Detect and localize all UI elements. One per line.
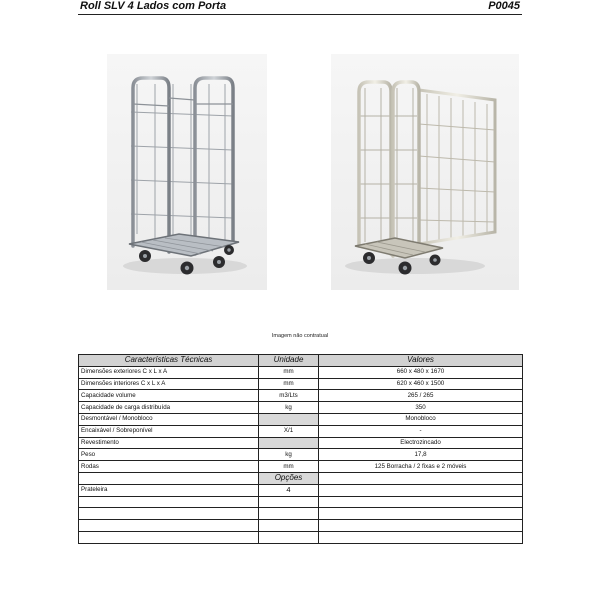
option-value — [319, 508, 523, 520]
row-unit: X/1 — [259, 425, 319, 437]
header-unit: Unidade — [259, 355, 319, 367]
option-unit — [259, 496, 319, 508]
row-value: 660 x 480 x 1670 — [319, 366, 523, 378]
specifications-table — [78, 354, 523, 544]
row-unit — [259, 413, 319, 425]
option-unit — [259, 508, 319, 520]
option-value — [319, 496, 523, 508]
option-value — [319, 531, 523, 543]
table-row — [79, 366, 523, 378]
options-row — [79, 496, 523, 508]
option-unit — [259, 520, 319, 532]
row-value: Monobloco — [319, 413, 523, 425]
option-value — [319, 484, 523, 496]
image-caption: Imagem não contratual — [271, 333, 329, 339]
row-label: Revestimento — [79, 437, 259, 449]
header-characteristics: Características Técnicas — [79, 355, 259, 367]
option-unit — [259, 531, 319, 543]
table-row — [79, 449, 523, 461]
product-code: P0045 — [488, 0, 520, 12]
option-label — [79, 496, 259, 508]
row-unit — [259, 437, 319, 449]
option-unit: 4 — [259, 484, 319, 496]
document-header — [78, 0, 522, 14]
row-value: 17,8 — [319, 449, 523, 461]
row-unit: mm — [259, 378, 319, 390]
options-header: Opções — [259, 472, 319, 484]
table-row — [79, 413, 523, 425]
row-label: Desmontável / Monobloco — [79, 413, 259, 425]
option-value — [319, 520, 523, 532]
row-label: Peso — [79, 449, 259, 461]
table-row — [79, 437, 523, 449]
option-label: Prateleira — [79, 484, 259, 496]
options-header-spacer — [79, 472, 259, 484]
option-label — [79, 531, 259, 543]
options-row — [79, 508, 523, 520]
row-value: - — [319, 425, 523, 437]
row-label: Dimensões interiores C x L x A — [79, 378, 259, 390]
row-value: 350 — [319, 402, 523, 414]
row-value: Electrozincado — [319, 437, 523, 449]
row-label: Capacidade volume — [79, 390, 259, 402]
row-label: Rodas — [79, 461, 259, 473]
options-header-spacer — [319, 472, 523, 484]
options-row — [79, 484, 523, 496]
product-image-door-open — [331, 54, 519, 290]
row-unit: kg — [259, 449, 319, 461]
row-unit: kg — [259, 402, 319, 414]
header-rule — [78, 14, 522, 15]
row-unit: m3/Lts — [259, 390, 319, 402]
row-label: Dimensões exteriores C x L x A — [79, 366, 259, 378]
row-unit: mm — [259, 366, 319, 378]
roll-container-closed-illustration — [107, 54, 267, 290]
table-row — [79, 402, 523, 414]
table-header-row — [79, 355, 523, 367]
table-row — [79, 461, 523, 473]
table-row — [79, 378, 523, 390]
roll-container-door-open-illustration — [331, 54, 519, 290]
row-value: 125 Borracha / 2 fixas e 2 móveis — [319, 461, 523, 473]
option-label — [79, 520, 259, 532]
options-row — [79, 531, 523, 543]
product-image-closed — [107, 54, 267, 290]
row-value: 265 / 265 — [319, 390, 523, 402]
product-title: Roll SLV 4 Lados com Porta — [80, 0, 227, 12]
option-label — [79, 508, 259, 520]
row-unit: mm — [259, 461, 319, 473]
options-row — [79, 520, 523, 532]
options-header-row — [79, 472, 523, 484]
row-value: 620 x 460 x 1500 — [319, 378, 523, 390]
row-label: Encaixável / Sobreponível — [79, 425, 259, 437]
table-row — [79, 425, 523, 437]
header-values: Valores — [319, 355, 523, 367]
row-label: Capacidade de carga distribuída — [79, 402, 259, 414]
table-row — [79, 390, 523, 402]
